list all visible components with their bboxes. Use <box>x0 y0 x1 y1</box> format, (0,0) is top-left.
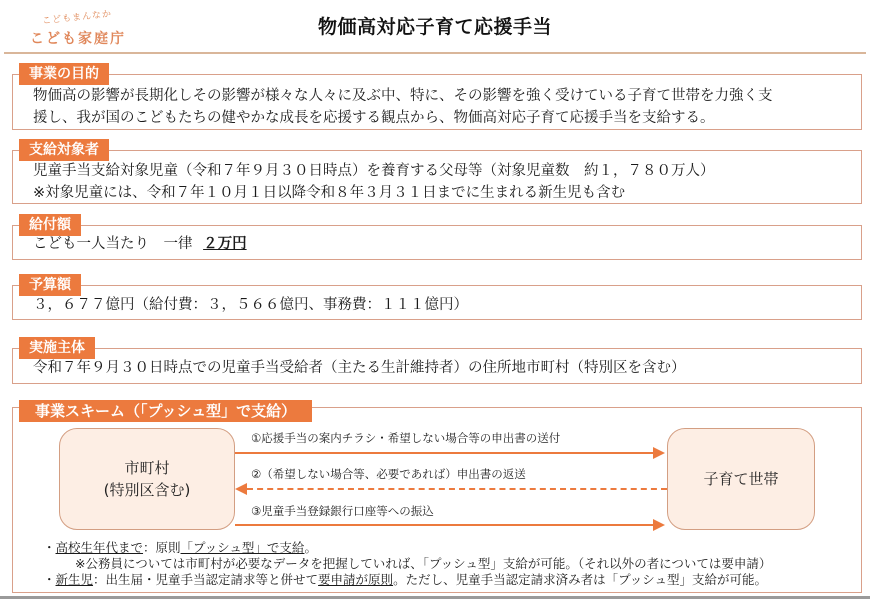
note-emphasis: 要申請が原則 <box>318 572 394 587</box>
footer-divider <box>0 596 870 599</box>
arrow-label-2: ②（希望しない場合等、必要であれば）申出書の返送 <box>251 467 526 481</box>
amount-value: ２万円 <box>203 236 247 252</box>
text-line: 援し、我が国のこどもたちの健やかな成長を応援する観点から、物価高対応子育て応援手当を支給する。 <box>33 110 715 126</box>
section-amount <box>12 217 862 260</box>
note-newborn <box>43 572 767 588</box>
arrow-right-icon <box>653 447 665 459</box>
section-text: ３，６７７億円（給付費：３，５６６億円、事務費：１１１億円） <box>33 297 468 313</box>
section-implementer <box>12 340 862 384</box>
note-text: ：出生届・児童手当認定請求等と併せて <box>93 572 319 587</box>
section-budget <box>12 277 862 320</box>
section-purpose <box>12 66 862 130</box>
arrow-transfer <box>235 524 655 526</box>
note-civil-servant: ※公務員については市町村が必要なデータを把握していれば、「プッシュ型」支給が可能。（それ以外の者については要申請） <box>75 556 772 571</box>
section-scheme <box>12 402 862 593</box>
header-divider <box>4 52 866 54</box>
arrow-return <box>247 488 667 490</box>
section-label: 事業の目的 <box>19 63 109 85</box>
arrow-label-1: ①応援手当の案内チラシ・希望しない場合等の申出書の送付 <box>251 431 561 445</box>
note-text: 。 <box>304 540 317 555</box>
arrow-send <box>235 452 655 454</box>
bullet: ・ <box>43 540 56 555</box>
note-text: 。ただし、児童手当認定請求済み者は「プッシュ型」支給が可能。 <box>393 572 767 587</box>
node-sublabel: (特別区含む) <box>103 481 191 499</box>
section-label: 事業スキーム（「プッシュ型」で支給） <box>19 400 312 422</box>
section-label: 給付額 <box>19 214 81 236</box>
text-line: ※対象児童には、令和７年１０月１日以降令和８年３月３１日までに生まれる新生児も含む <box>33 185 626 201</box>
page-title: 物価高対応子育て応援手当 <box>317 16 552 38</box>
municipality-node <box>59 428 235 530</box>
section-label: 予算額 <box>19 274 81 296</box>
arrow-right-icon <box>653 519 665 531</box>
section-text <box>33 85 845 129</box>
bullet: ・ <box>43 572 56 587</box>
text-line: 児童手当支給対象児童（令和７年９月３０日時点）を養育する父母等（対象児童数 約１，７８０万人） <box>33 163 715 179</box>
logo-tagline: こどもまんなか <box>41 9 113 27</box>
arrow-left-icon <box>235 483 247 495</box>
note-term: 新生児 <box>55 572 94 587</box>
logo-name: こども家庭庁 <box>30 31 126 47</box>
arrow-label-3: ③児童手当登録銀行口座等への振込 <box>251 504 434 518</box>
section-text: 令和７年９月３０日時点での児童手当受給者（主たる生計維持者）の住所地市町村（特別区を含む） <box>33 360 686 376</box>
text-line: 物価高の影響が長期化しその影響が様々な人々に及ぶ中、特に、その影響を強く受けている子育て世帯を力強く支 <box>33 88 773 104</box>
node-label: 市町村 <box>124 459 170 477</box>
section-label: 支給対象者 <box>19 139 109 161</box>
note-text: ：原則 <box>143 540 181 555</box>
note-term: 高校生年代まで <box>55 540 144 555</box>
section-label: 実施主体 <box>19 337 95 359</box>
household-node <box>667 428 815 530</box>
note-emphasis: 「プッシュ型」で支給 <box>180 540 305 555</box>
section-text <box>33 160 845 204</box>
section-eligibility <box>12 142 862 204</box>
amount-prefix: こども一人当たり 一律 <box>33 236 193 252</box>
note-high-school <box>43 540 317 556</box>
node-label: 子育て世帯 <box>703 470 779 488</box>
section-text <box>33 233 845 255</box>
